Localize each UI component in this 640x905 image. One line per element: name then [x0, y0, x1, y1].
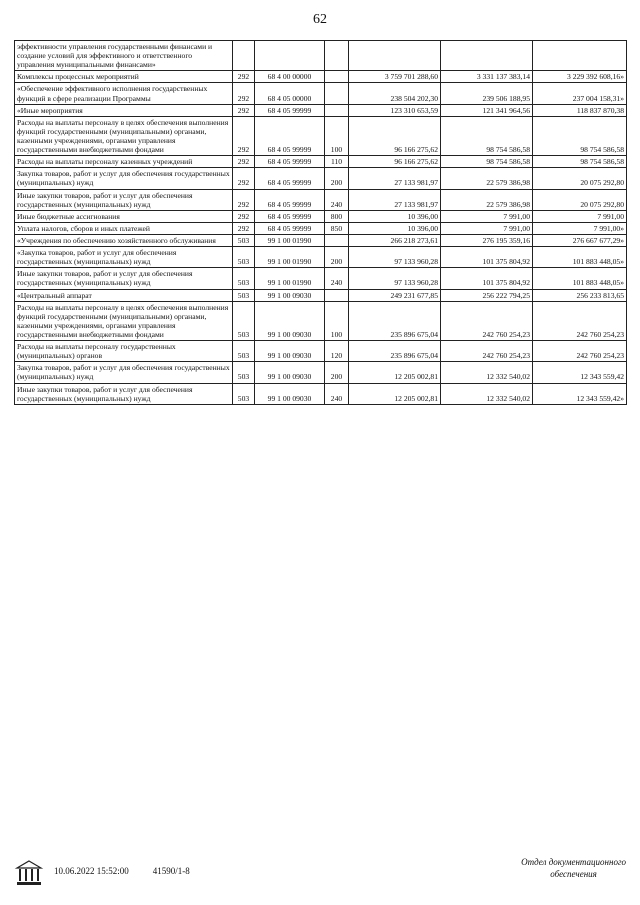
row-name: эффективности управления государственными финансами и создание условий для эффективного и ответственного управления муниципальными финансами»: [15, 41, 233, 71]
amount-year-3: 12 343 559,42»: [533, 383, 627, 404]
row-name: Закупка товаров, работ и услуг для обеспечения государственных (муниципальных) нужд: [15, 362, 233, 383]
amount-year-1: 235 896 675,04: [349, 341, 441, 362]
ved-code: 292: [233, 222, 255, 234]
amount-year-2: 242 760 254,23: [441, 301, 533, 340]
ved-code: 503: [233, 383, 255, 404]
expense-type-code: 200: [325, 168, 349, 189]
table-row: [15, 104, 627, 116]
table-row: [15, 116, 627, 155]
table-row: [15, 168, 627, 189]
amount-year-2: 101 375 804,92: [441, 268, 533, 289]
amount-year-3: 242 760 254,23: [533, 301, 627, 340]
target-code: 68 4 05 00000: [255, 83, 325, 104]
ved-code: 503: [233, 301, 255, 340]
ved-code: 292: [233, 156, 255, 168]
emblem-icon: [14, 858, 44, 888]
expense-type-code: [325, 71, 349, 83]
amount-year-2: 22 579 386,98: [441, 168, 533, 189]
amount-year-2: [441, 41, 533, 71]
amount-year-1: 27 133 981,97: [349, 189, 441, 210]
table-row: [15, 247, 627, 268]
amount-year-1: 249 231 677,85: [349, 289, 441, 301]
ved-code: 292: [233, 189, 255, 210]
amount-year-1: 12 205 002,81: [349, 383, 441, 404]
expense-type-code: 100: [325, 301, 349, 340]
amount-year-2: 12 332 540,02: [441, 362, 533, 383]
row-name: Расходы на выплаты персоналу в целях обеспечения выполнения функций государственными (муниципальными) органами, казенными учреждениями, органами управления государственными внебюджетными фондами: [15, 301, 233, 340]
target-code: 99 1 00 01990: [255, 234, 325, 246]
row-name: «Учреждения по обеспечению хозяйственного обслуживания: [15, 234, 233, 246]
target-code: 68 4 05 99999: [255, 168, 325, 189]
target-code: 68 4 00 00000: [255, 71, 325, 83]
page-number: 62: [313, 12, 327, 27]
amount-year-2: 239 506 188,95: [441, 83, 533, 104]
row-name: Иные закупки товаров, работ и услуг для обеспечения государственных (муниципальных) нужд: [15, 383, 233, 404]
table-row: [15, 301, 627, 340]
expense-type-code: [325, 289, 349, 301]
amount-year-1: 238 504 202,30: [349, 83, 441, 104]
expense-type-code: 240: [325, 189, 349, 210]
ved-code: 292: [233, 116, 255, 155]
target-code: 68 4 05 99999: [255, 104, 325, 116]
ved-code: 503: [233, 268, 255, 289]
table-row: [15, 383, 627, 404]
table-row: [15, 156, 627, 168]
target-code: 99 1 00 09030: [255, 362, 325, 383]
table-row: [15, 41, 627, 71]
ved-code: 503: [233, 247, 255, 268]
ved-code: 292: [233, 168, 255, 189]
footer-datetime: 10.06.2022 15:52:00: [54, 866, 129, 876]
stamp-line: Отдел документационного: [521, 857, 626, 867]
amount-year-3: 98 754 586,58: [533, 116, 627, 155]
amount-year-3: 20 075 292,80: [533, 189, 627, 210]
table-row: [15, 341, 627, 362]
expense-type-code: 850: [325, 222, 349, 234]
amount-year-2: 242 760 254,23: [441, 341, 533, 362]
amount-year-2: 98 754 586,58: [441, 116, 533, 155]
row-name: Расходы на выплаты персоналу государственных (муниципальных) органов: [15, 341, 233, 362]
row-name: Комплексы процессных мероприятий: [15, 71, 233, 83]
amount-year-3: 98 754 586,58: [533, 156, 627, 168]
amount-year-2: 3 331 137 383,14: [441, 71, 533, 83]
amount-year-2: 101 375 804,92: [441, 247, 533, 268]
expense-type-code: [325, 41, 349, 71]
amount-year-3: 7 991,00»: [533, 222, 627, 234]
expense-type-code: 120: [325, 341, 349, 362]
row-name: «Центральный аппарат: [15, 289, 233, 301]
table-row: [15, 222, 627, 234]
amount-year-1: 97 133 960,28: [349, 268, 441, 289]
amount-year-1: 10 396,00: [349, 222, 441, 234]
row-name: «Закупка товаров, работ и услуг для обеспечения государственных (муниципальных) нужд: [15, 247, 233, 268]
ved-code: 292: [233, 210, 255, 222]
footer-doc-id: 41590/1-8: [152, 866, 190, 876]
row-name: Расходы на выплаты персоналу казенных учреждений: [15, 156, 233, 168]
target-code: 68 4 05 99999: [255, 189, 325, 210]
table-row: [15, 189, 627, 210]
row-name: Иные закупки товаров, работ и услуг для обеспечения государственных (муниципальных) нужд: [15, 268, 233, 289]
budget-table-body: [15, 41, 627, 405]
department-stamp: [521, 856, 626, 880]
amount-year-3: 7 991,00: [533, 210, 627, 222]
ved-code: 292: [233, 71, 255, 83]
amount-year-1: 10 396,00: [349, 210, 441, 222]
amount-year-2: 256 222 794,25: [441, 289, 533, 301]
amount-year-2: 98 754 586,58: [441, 156, 533, 168]
target-code: 99 1 00 09030: [255, 383, 325, 404]
amount-year-2: 7 991,00: [441, 210, 533, 222]
target-code: [255, 41, 325, 71]
amount-year-1: 97 133 960,28: [349, 247, 441, 268]
target-code: 68 4 05 99999: [255, 222, 325, 234]
amount-year-1: 27 133 981,97: [349, 168, 441, 189]
target-code: 99 1 00 09030: [255, 289, 325, 301]
amount-year-2: 121 341 964,56: [441, 104, 533, 116]
expense-type-code: 200: [325, 362, 349, 383]
table-row: [15, 268, 627, 289]
target-code: 99 1 00 01990: [255, 268, 325, 289]
expense-type-code: 240: [325, 268, 349, 289]
amount-year-1: [349, 41, 441, 71]
table-row: [15, 362, 627, 383]
amount-year-2: 7 991,00: [441, 222, 533, 234]
amount-year-3: 242 760 254,23: [533, 341, 627, 362]
amount-year-1: 3 759 701 288,60: [349, 71, 441, 83]
target-code: 99 1 00 09030: [255, 341, 325, 362]
amount-year-3: 101 883 448,05»: [533, 247, 627, 268]
target-code: 99 1 00 01990: [255, 247, 325, 268]
ved-code: [233, 41, 255, 71]
expense-type-code: 110: [325, 156, 349, 168]
expense-type-code: [325, 234, 349, 246]
amount-year-2: 276 195 359,16: [441, 234, 533, 246]
row-name: Закупка товаров, работ и услуг для обеспечения государственных (муниципальных) нужд: [15, 168, 233, 189]
table-row: [15, 210, 627, 222]
ved-code: 503: [233, 234, 255, 246]
amount-year-3: 101 883 448,05»: [533, 268, 627, 289]
amount-year-3: 276 667 677,29»: [533, 234, 627, 246]
expense-type-code: [325, 83, 349, 104]
row-name: Иные закупки товаров, работ и услуг для обеспечения государственных (муниципальных) нужд: [15, 189, 233, 210]
ved-code: 503: [233, 362, 255, 383]
expense-type-code: 240: [325, 383, 349, 404]
amount-year-1: 96 166 275,62: [349, 116, 441, 155]
row-name: «Обеспечение эффективного исполнения государственных функций в сфере реализации Программы: [15, 83, 233, 104]
expense-type-code: [325, 104, 349, 116]
amount-year-1: 96 166 275,62: [349, 156, 441, 168]
amount-year-3: 118 837 870,38: [533, 104, 627, 116]
ved-code: 292: [233, 83, 255, 104]
table-row: [15, 83, 627, 104]
page-footer: [14, 856, 626, 890]
amount-year-3: 256 233 813,65: [533, 289, 627, 301]
ved-code: 503: [233, 341, 255, 362]
target-code: 68 4 05 99999: [255, 156, 325, 168]
table-row: [15, 234, 627, 246]
amount-year-3: [533, 41, 627, 71]
ved-code: 503: [233, 289, 255, 301]
amount-year-3: 12 343 559,42: [533, 362, 627, 383]
expense-type-code: 200: [325, 247, 349, 268]
row-name: «Иные мероприятия: [15, 104, 233, 116]
row-name: Иные бюджетные ассигнования: [15, 210, 233, 222]
table-row: [15, 71, 627, 83]
amount-year-3: 20 075 292,80: [533, 168, 627, 189]
table-row: [15, 289, 627, 301]
budget-table: [14, 40, 627, 405]
row-name: Расходы на выплаты персоналу в целях обеспечения выполнения функций государственными (муниципальными) органами, казенными учреждениями, органами управления государственными внебюджетными фондами: [15, 116, 233, 155]
target-code: 68 4 05 99999: [255, 116, 325, 155]
amount-year-2: 22 579 386,98: [441, 189, 533, 210]
amount-year-1: 235 896 675,04: [349, 301, 441, 340]
expense-type-code: 100: [325, 116, 349, 155]
row-name: Уплата налогов, сборов и иных платежей: [15, 222, 233, 234]
target-code: 99 1 00 09030: [255, 301, 325, 340]
amount-year-3: 237 004 158,31»: [533, 83, 627, 104]
stamp-line: обеспечения: [550, 869, 597, 880]
amount-year-2: 12 332 540,02: [441, 383, 533, 404]
amount-year-1: 266 218 273,61: [349, 234, 441, 246]
amount-year-3: 3 229 392 608,16»: [533, 71, 627, 83]
ved-code: 292: [233, 104, 255, 116]
target-code: 68 4 05 99999: [255, 210, 325, 222]
amount-year-1: 123 310 653,59: [349, 104, 441, 116]
amount-year-1: 12 205 002,81: [349, 362, 441, 383]
expense-type-code: 800: [325, 210, 349, 222]
